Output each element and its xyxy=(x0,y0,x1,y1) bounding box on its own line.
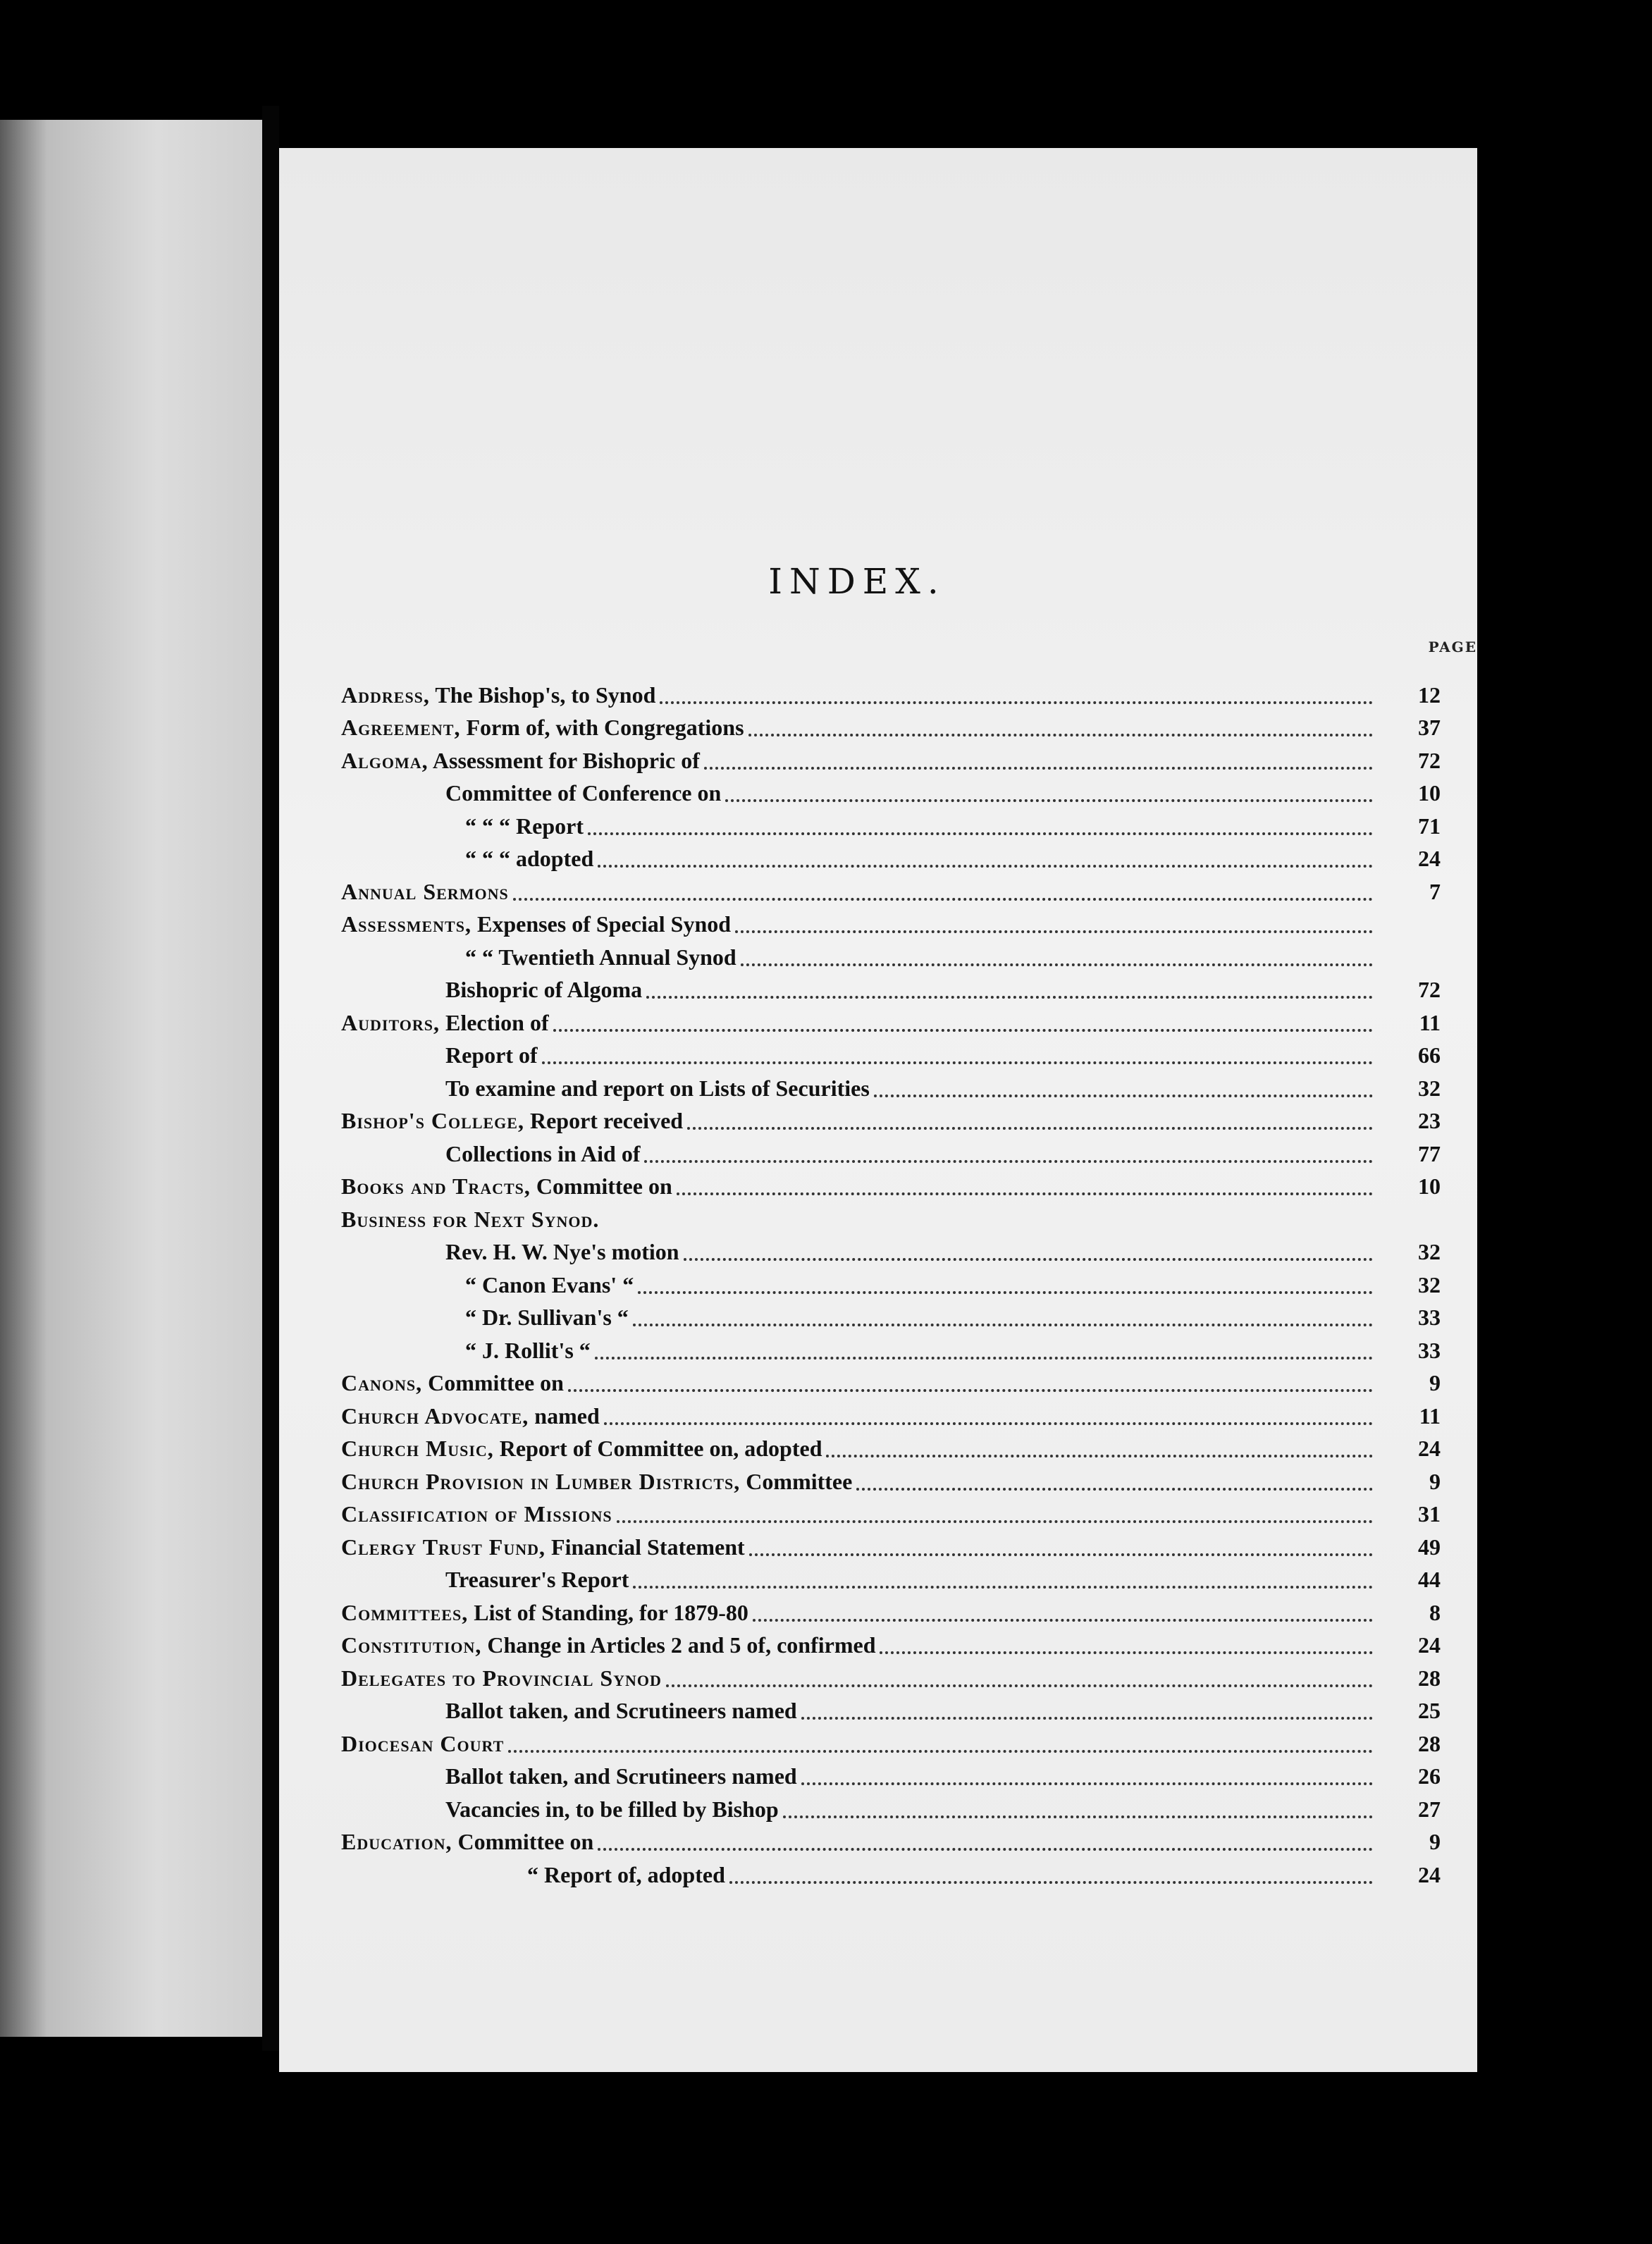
index-subentry: Rev. H. W. Nye's motion 32 xyxy=(445,1239,1441,1264)
index-entry: Auditors, Election of 11 xyxy=(341,1009,1441,1035)
index-entry: Church Advocate, named 11 xyxy=(341,1402,1441,1429)
index-entry: Classification of Missions 31 xyxy=(341,1501,1441,1527)
index-subentry: “ Canon Evans' “ 32 xyxy=(465,1271,1441,1297)
index-subentry: Vacancies in, to be filled by Bishop 27 xyxy=(445,1796,1441,1822)
book-gutter xyxy=(262,106,279,2051)
index-entry: Books and Tracts, Committee on 10 xyxy=(341,1173,1441,1199)
index-entry: Committees, List of Standing, for 1879-80 8 xyxy=(341,1599,1441,1625)
index-entry: Constitution, Change in Articles 2 and 5 of, confirmed 24 xyxy=(341,1632,1441,1658)
index-subentry: Bishopric of Algoma 72 xyxy=(445,977,1441,1002)
index-subentry: Collections in Aid of 77 xyxy=(445,1140,1441,1166)
index-entry: Church Music, Report of Committee on, adopted 24 xyxy=(341,1436,1441,1461)
index-entry: Canons, Committee on 9 xyxy=(341,1370,1441,1395)
index-entry: Algoma, Assessment for Bishopric of 72 xyxy=(341,747,1441,773)
index-subentry: “ Dr. Sullivan's “ 33 xyxy=(465,1305,1441,1330)
index-entry: Agreement, Form of, with Congregations 37 xyxy=(341,715,1441,740)
index-entry: Diocesan Court 28 xyxy=(341,1730,1441,1756)
index-entry: Annual Sermons 7 xyxy=(341,878,1441,904)
index-subentry: Report of 66 xyxy=(445,1042,1441,1068)
index-subentry: “ Report of, adopted 24 xyxy=(527,1861,1441,1887)
index-entry: Delegates to Provincial Synod 28 xyxy=(341,1665,1441,1691)
index-subentry: “ “ Twentieth Annual Synod xyxy=(341,937,1441,970)
index-subentry: “ J. Rollit's “ 33 xyxy=(465,1337,1441,1363)
index-subentry: “ “ “ adopted 24 xyxy=(465,846,1441,871)
index-entry: Clergy Trust Fund, Financial Statement 49 xyxy=(341,1534,1441,1560)
index-subentry: Committee of Conference on 10 xyxy=(445,780,1441,806)
index-subentry: Ballot taken, and Scrutineers named 26 xyxy=(445,1763,1441,1789)
index-entries xyxy=(341,675,1441,1888)
index-page xyxy=(279,148,1477,2072)
index-entry: Church Provision in Lumber Districts, Committee 9 xyxy=(341,1468,1441,1494)
index-entry: Education, Committee on 9 xyxy=(341,1829,1441,1854)
index-entry: Assessments, Expenses of Special Synod xyxy=(341,905,1441,938)
index-subentry: Treasurer's Report 44 xyxy=(445,1567,1441,1592)
index-subentry: Ballot taken, and Scrutineers named 25 xyxy=(445,1698,1441,1723)
index-entry: Business for Next Synod. xyxy=(341,1206,600,1232)
index-entry: Bishop's College, Report received 23 xyxy=(341,1108,1441,1133)
index-entry: Address, The Bishop's, to Synod 12 xyxy=(341,682,1441,708)
index-subentry: To examine and report on Lists of Securities 32 xyxy=(445,1075,1441,1101)
index-subentry: “ “ “ Report 71 xyxy=(465,813,1441,839)
page-column-heading: PAGE xyxy=(1428,639,1477,655)
facing-page-edge xyxy=(0,120,262,2037)
page-title: INDEX. xyxy=(768,561,946,602)
